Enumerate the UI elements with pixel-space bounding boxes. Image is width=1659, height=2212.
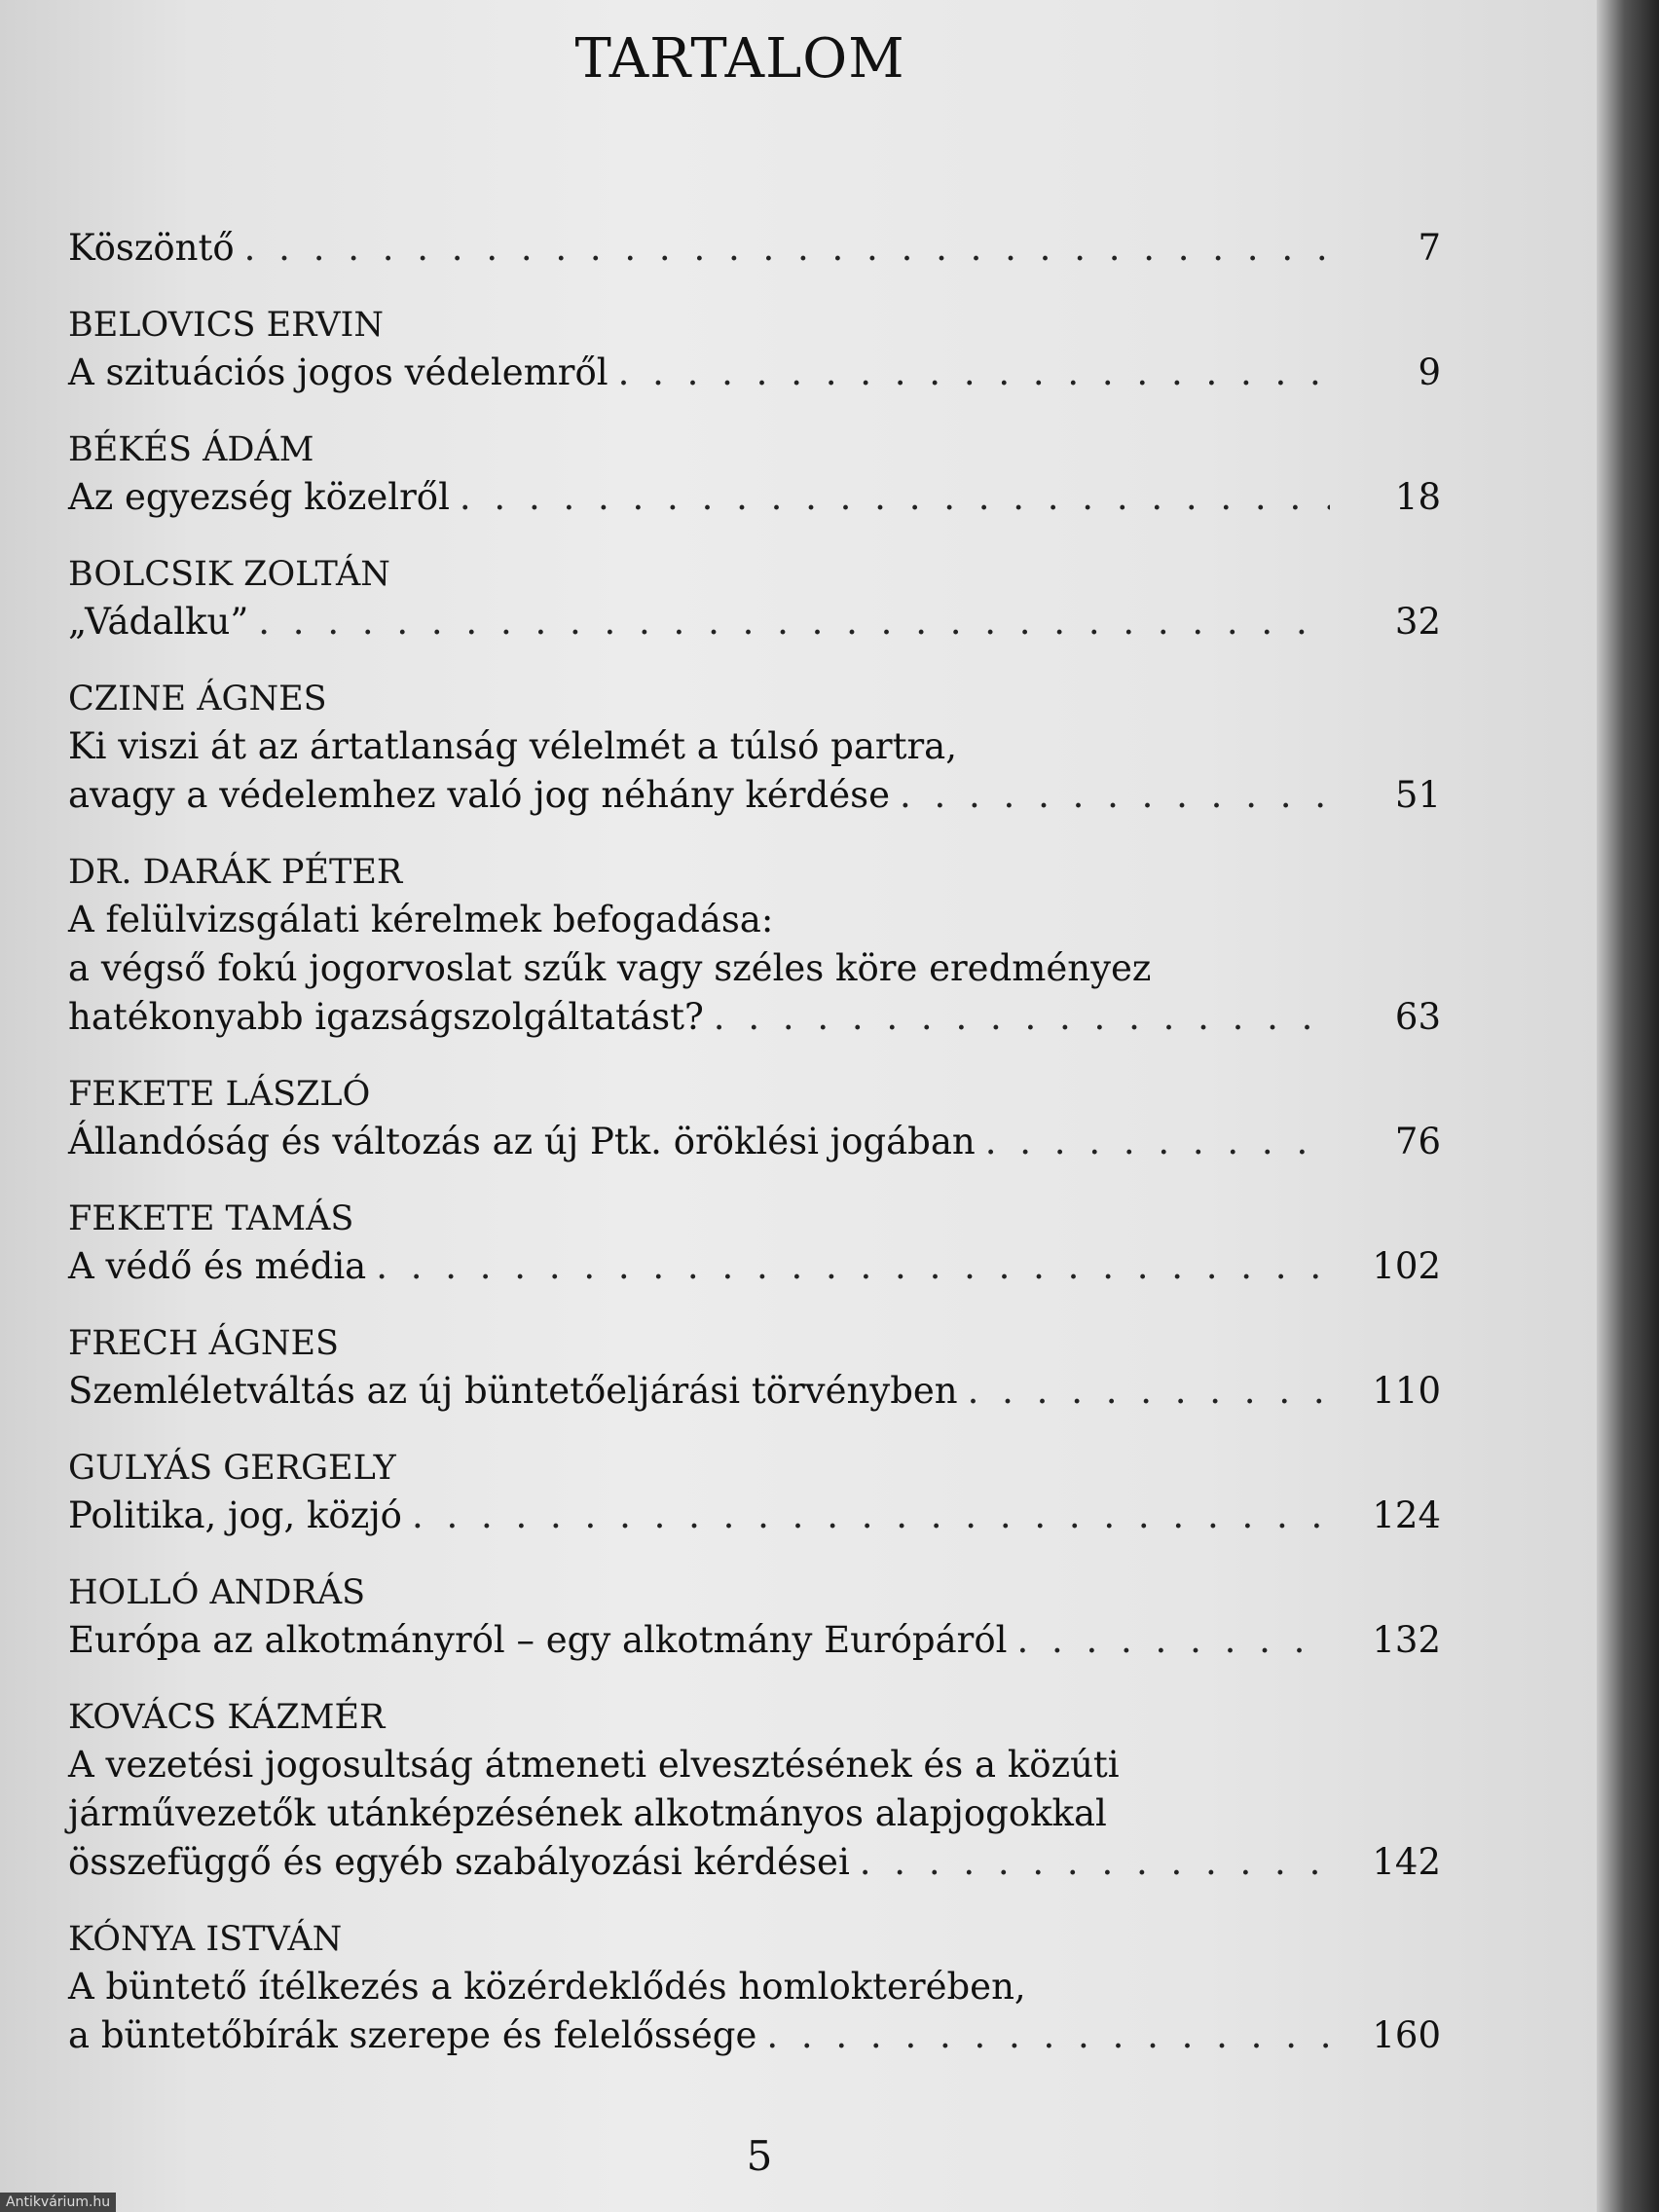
dot-leader (714, 993, 1330, 1042)
dot-leader (258, 598, 1330, 646)
toc-author: GULYÁS GERGELY (68, 1449, 396, 1488)
toc-page-number: 7 (1418, 227, 1441, 269)
toc-title-line: Az egyezség közelről (68, 476, 450, 518)
toc-entry (68, 849, 1441, 1042)
toc-title-row (68, 1118, 1441, 1166)
toc-page-number: 124 (1372, 1494, 1441, 1536)
toc-author: CZINE ÁGNES (68, 680, 327, 719)
toc-author: BOLCSIK ZOLTÁN (68, 555, 390, 594)
toc-author: FRECH ÁGNES (68, 1324, 340, 1363)
toc-title-line: A szituációs jogos védelemről (68, 351, 608, 393)
toc-title-line: A büntető ítélkezés a közérdeklődés homlokterében, (68, 1966, 1026, 2008)
toc-title-line: A vezetési jogosultság átmeneti elvesztésének és a közúti (68, 1744, 1120, 1786)
toc-author: BELOVICS ERVIN (68, 306, 384, 345)
toc-page-number: 102 (1372, 1245, 1441, 1287)
toc-author: HOLLÓ ANDRÁS (68, 1573, 366, 1612)
toc-entry (68, 551, 1441, 646)
toc-page-number: 76 (1394, 1121, 1441, 1162)
toc-title-line: Szemléletváltás az új büntetőeljárási törvényben (68, 1370, 958, 1412)
toc-entry (68, 302, 1441, 397)
toc-title-row (68, 1616, 1441, 1665)
toc-title-line: Ki viszi át az ártatlanság vélelmét a túlsó partra, (68, 725, 957, 767)
toc-page-number: 63 (1394, 996, 1441, 1038)
toc-author: KÓNYA ISTVÁN (68, 1920, 343, 1959)
dot-leader (618, 349, 1330, 397)
toc-page-number: 18 (1394, 476, 1441, 518)
toc-title-line: „Vádalku” (68, 601, 249, 643)
toc-title-line: Politika, jog, közjó (68, 1494, 402, 1536)
watermark: Antikvárium.hu (0, 2193, 116, 2212)
toc-title-row (68, 1367, 1441, 1416)
toc-entry (68, 1320, 1441, 1416)
toc-author: DR. DARÁK PÉTER (68, 853, 403, 892)
toc-page-number: 51 (1394, 774, 1441, 816)
page-title: TARTALOM (574, 27, 905, 91)
toc-page-number: 160 (1372, 2014, 1441, 2056)
toc-title-line: járművezetők utánképzésének alkotmányos alapjogokkal (68, 1792, 1107, 1834)
toc-entry (68, 1916, 1441, 2060)
toc-title-row (68, 771, 1441, 820)
dot-leader (376, 1242, 1330, 1291)
dot-leader (766, 2011, 1330, 2060)
toc-title-row (68, 2011, 1441, 2060)
toc-author: KOVÁCS KÁZMÉR (68, 1698, 386, 1737)
toc-title-row (68, 993, 1441, 1042)
toc-entry (68, 426, 1441, 522)
toc-title-line: a végső fokú jogorvoslat szűk vagy széles köre eredményez (68, 947, 1152, 989)
toc-title-row (68, 349, 1441, 397)
toc-title-line: Európa az alkotmányról – egy alkotmány Európáról (68, 1619, 1008, 1661)
dot-leader (968, 1367, 1330, 1416)
toc-entry (68, 1196, 1441, 1291)
dot-leader (985, 1118, 1330, 1166)
toc-title-line: a büntetőbírák szerepe és felelőssége (68, 2014, 757, 2056)
toc-title-line: Köszöntő (68, 227, 235, 269)
toc-entry (68, 1445, 1441, 1540)
toc-page-number: 110 (1372, 1370, 1441, 1412)
page-number: 5 (746, 2132, 773, 2180)
toc-entry (68, 1569, 1441, 1665)
dot-leader (1016, 1616, 1330, 1665)
toc-page-number: 32 (1394, 601, 1441, 643)
dot-leader (900, 771, 1330, 820)
toc-page-number: 132 (1372, 1619, 1441, 1661)
toc-title-line: összefüggő és egyéb szabályozási kérdései (68, 1841, 850, 1883)
toc-title-line: A felülvizsgálati kérelmek befogadása: (68, 899, 774, 940)
dot-leader (412, 1492, 1330, 1540)
table-of-contents (68, 224, 1441, 2089)
toc-title-row (68, 224, 1441, 273)
toc-title-line: A védő és média (68, 1245, 367, 1287)
toc-page-number: 9 (1418, 351, 1441, 393)
dot-leader (860, 1838, 1330, 1887)
toc-title-line: avagy a védelemhez való jog néhány kérdése (68, 774, 890, 816)
toc-author: FEKETE TAMÁS (68, 1199, 354, 1238)
dot-leader (244, 224, 1330, 273)
page-edge-shadow (1597, 0, 1659, 2212)
toc-entry (68, 224, 1441, 273)
toc-title-row (68, 598, 1441, 646)
toc-author: BÉKÉS ÁDÁM (68, 430, 314, 469)
toc-title-row (68, 1242, 1441, 1291)
toc-author: FEKETE LÁSZLÓ (68, 1075, 371, 1114)
toc-title-row (68, 1838, 1441, 1887)
toc-entry (68, 1694, 1441, 1887)
toc-title-row (68, 473, 1441, 522)
toc-page-number: 142 (1372, 1841, 1441, 1883)
toc-title-line: Állandóság és változás az új Ptk. öröklési jogában (68, 1121, 976, 1162)
toc-entry (68, 676, 1441, 820)
dot-leader (460, 473, 1330, 522)
toc-entry (68, 1071, 1441, 1166)
toc-title-row (68, 1492, 1441, 1540)
toc-title-line: hatékonyabb igazságszolgáltatást? (68, 996, 704, 1038)
